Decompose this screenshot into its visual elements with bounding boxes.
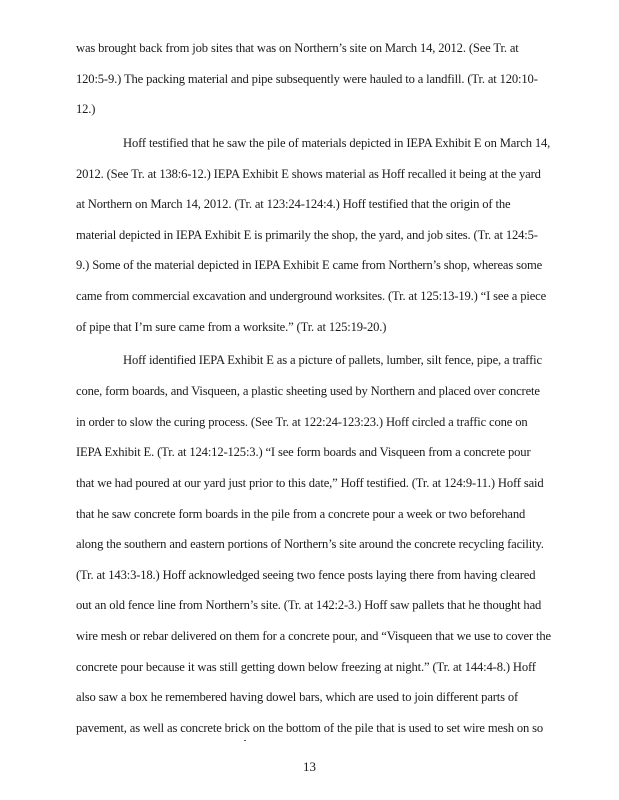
text-line: at Northern on March 14, 2012. (Tr. at 123:24-124:4.) Hoff testified that the origin of the [76, 197, 511, 211]
text-line: that we had poured at our yard just prior to this date,” Hoff testified. (Tr. at 124:9-11.) Hoff said [76, 476, 544, 490]
text-line: (Tr. at 143:3-18.) Hoff acknowledged seeing two fence posts laying there from having cleared [76, 568, 536, 582]
text-line: material depicted in IEPA Exhibit E is primarily the shop, the yard, and job sites. (Tr. at 124:5- [76, 228, 538, 242]
text-line: IEPA Exhibit E. (Tr. at 124:12-125:3.) “I see form boards and Visqueen from a concrete pour [76, 445, 531, 459]
text-line: 120:5-9.) The packing material and pipe subsequently were hauled to a landfill. (Tr. at 120:10- [76, 72, 538, 86]
text-line: wire mesh or rebar delivered on them for a concrete pour, and “Visqueen that we use to cover the [76, 629, 551, 643]
text-line: came from commercial excavation and underground worksites. (Tr. at 125:13-19.) “I see a piece [76, 289, 547, 303]
scan-speck [244, 740, 246, 741]
text-line: was brought back from job sites that was on Northern’s site on March 14, 2012. (See Tr. at [76, 41, 519, 55]
text-line: in order to slow the curing process. (See Tr. at 122:24-123:23.) Hoff circled a traffic cone on [76, 415, 528, 429]
page-number: 13 [303, 759, 316, 774]
text-line: concrete pour because it was still getting down below freezing at night.” (Tr. at 144:4-8.) Hoff [76, 660, 536, 674]
text-line: along the southern and eastern portions of Northern’s site around the concrete recycling facility. [76, 537, 544, 551]
text-line: 2012. (See Tr. at 138:6-12.) IEPA Exhibit E shows material as Hoff recalled it being at the yard [76, 167, 541, 181]
text-line: also saw a box he remembered having dowel bars, which are used to join different parts of [76, 690, 519, 704]
text-line: out an old fence line from Northern’s site. (Tr. at 142:2-3.) Hoff saw pallets that he thought had [76, 598, 542, 612]
text-line: cone, form boards, and Visqueen, a plastic sheeting used by Northern and placed over concrete [76, 384, 540, 398]
text-line: Hoff testified that he saw the pile of materials depicted in IEPA Exhibit E on March 14, [123, 136, 551, 150]
text-line: Hoff identified IEPA Exhibit E as a picture of pallets, lumber, silt fence, pipe, a traffic [123, 353, 542, 367]
text-line: of pipe that I’m sure came from a worksite.” (Tr. at 125:19-20.) [76, 320, 387, 334]
text-line: pavement, as well as concrete brick on the bottom of the pile that is used to set wire mesh on so [76, 721, 544, 735]
text-line: that he saw concrete form boards in the pile from a concrete pour a week or two beforehand [76, 507, 526, 521]
text-line: 9.) Some of the material depicted in IEPA Exhibit E came from Northern’s shop, whereas some [76, 258, 543, 272]
text-line: 12.) [76, 102, 96, 116]
